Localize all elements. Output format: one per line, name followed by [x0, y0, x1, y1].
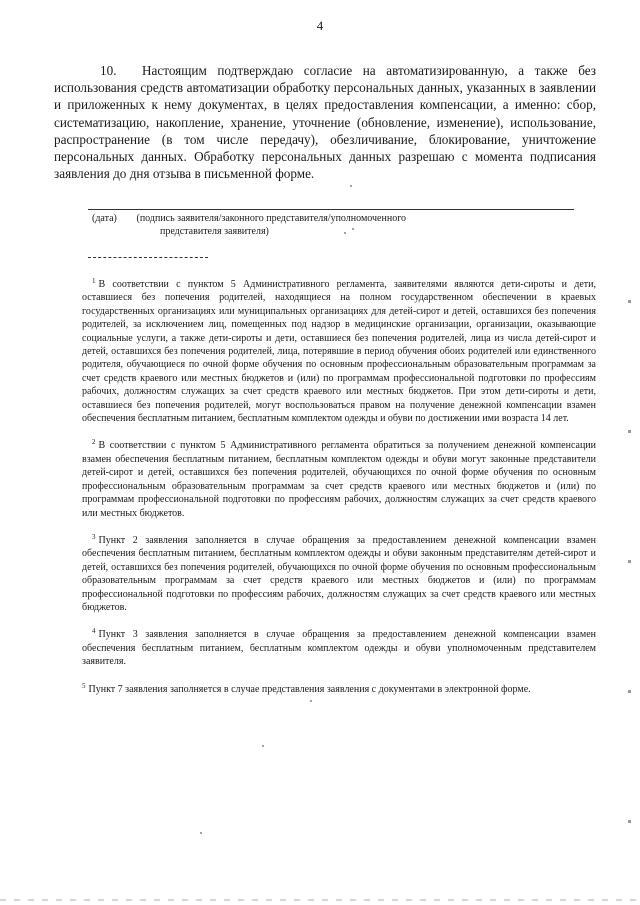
footnote-3	[82, 531, 596, 614]
footnote-text: В соответствии с пунктом 5 Административного регламента, заявителями являются дети-сироты и дети, оставшиеся без попечения родителей, находящиеся на полном государственном обеспечении в краевых государственных организациях или муниципальных организациях для детей-сирот и детей, оставшихся без попечения родителей, за исключением лиц, помещенных под надзор в медицинские организации, организации, оказывающие социальные услуги, а также дети-сироты и дети, оставшиеся без попечения родителей, лица из числа детей-сирот и детей, оставшихся без попечения родителей, лица, потерявшие в период обучения обоих родителей или единственного родителя, обучающиеся по очной форме обучения по основным профессиональным образовательным программам за счет средств краевого или местных бюджетов и (или) по программам профессиональной подготовки по профессиям рабочих, должностям служащих за счет средств краевого или местных бюджетов. При этом дети-сироты и дети, оставшиеся без попечения родителей, могут воспользоваться правом на получение денежной компенсации взамен обеспечения бесплатным питанием, бесплатным комплектом одежды и обуви по достижении ими возраста 14 лет.	[82, 279, 596, 425]
footnote-text: Пункт 3 заявления заполняется в случае обращения за предоставлением денежной компенсации взамен обеспечения бесплатным питанием, бесплатным комплектом одежды и обуви уполномоченным представителем заявителя.	[82, 629, 596, 668]
scan-speck	[344, 232, 346, 234]
footnote-mark: 5	[82, 681, 86, 690]
consent-text: Настоящим подтверждаю согласие на автоматизированную, а также без использования средств автоматизации обработку персональных данных, указанных в заявлении и приложенных к нему документах, в целях предоставления компенсации, а именно: сбор, систематизацию, накопление, хранение, уточнение (обновление, изменение), использование, распространение (в том числе передачу), обезличивание, блокирование, уничтожение персональных данных. Обработку персональных данных разрешаю с момента подписания заявления до дня отзыва в письменной форме.	[54, 63, 596, 182]
footnote-text: Пункт 2 заявления заполняется в случае обращения за предоставлением денежной компенсации взамен обеспечения бесплатным питанием, бесплатным комплектом одежды и обуви законным представителям детей-сирот и детей, оставшихся без попечения родителей, обучающихся по очной форме обучения по основным профессиональным образовательным программам за счет средств краевого или местных бюджетов и (или) по программам профессиональной подготовки по профессиям рабочих, должностям служащих за счет средств краевого или местных бюджетов.	[82, 534, 596, 613]
footnote-separator	[88, 257, 208, 258]
footnote-text: Пункт 7 заявления заполняется в случае представления заявления с документами в электронной форме.	[88, 683, 531, 695]
date-label: (дата)	[92, 213, 117, 224]
signature-line	[88, 209, 574, 210]
footnotes	[82, 275, 596, 707]
footnote-mark: 2	[92, 438, 96, 447]
scan-speck	[350, 185, 352, 187]
footnote-2	[82, 436, 596, 519]
consent-number: 10.	[100, 63, 117, 78]
signature-label-line2: представителя заявителя)	[160, 226, 269, 237]
scan-edge-mark	[628, 430, 631, 433]
scan-speck	[352, 228, 354, 230]
footnote-mark: 1	[92, 277, 96, 285]
scan-edge-mark	[628, 300, 631, 303]
scan-edge-mark	[628, 820, 631, 823]
page-number: 4	[316, 18, 324, 33]
scan-edge-mark	[628, 690, 631, 693]
footnote-mark: 4	[92, 627, 96, 636]
footnote-1	[82, 275, 596, 425]
footnote-text: В соответствии с пунктом 5 Административного регламента обратиться за получением денежной компенсации взамен обеспечения бесплатным питанием, бесплатным комплектом одежды и обуви могут законные представители детей-сирот и детей, оставшихся без попечения родителей, обучающихся по очной форме обучения по основным профессиональным образовательным программам за счет средств краевого или местных бюджетов и (или) по программам профессиональной подготовки по профессиям рабочих, должностям служащих за счет средств краевого или местных бюджетов.	[82, 440, 596, 519]
scan-speck	[310, 700, 312, 702]
footnote-4	[82, 625, 596, 668]
footnote-5	[82, 680, 596, 696]
signature-caption	[92, 212, 492, 238]
footnote-mark: 3	[92, 532, 96, 541]
signature-label-line1: (подпись заявителя/законного представителя/уполномоченного	[136, 213, 407, 224]
scan-bottom-noise	[0, 899, 640, 901]
scan-edge-mark	[628, 560, 631, 563]
consent-paragraph	[54, 62, 596, 182]
scan-speck	[262, 745, 264, 747]
scan-speck	[200, 832, 202, 834]
